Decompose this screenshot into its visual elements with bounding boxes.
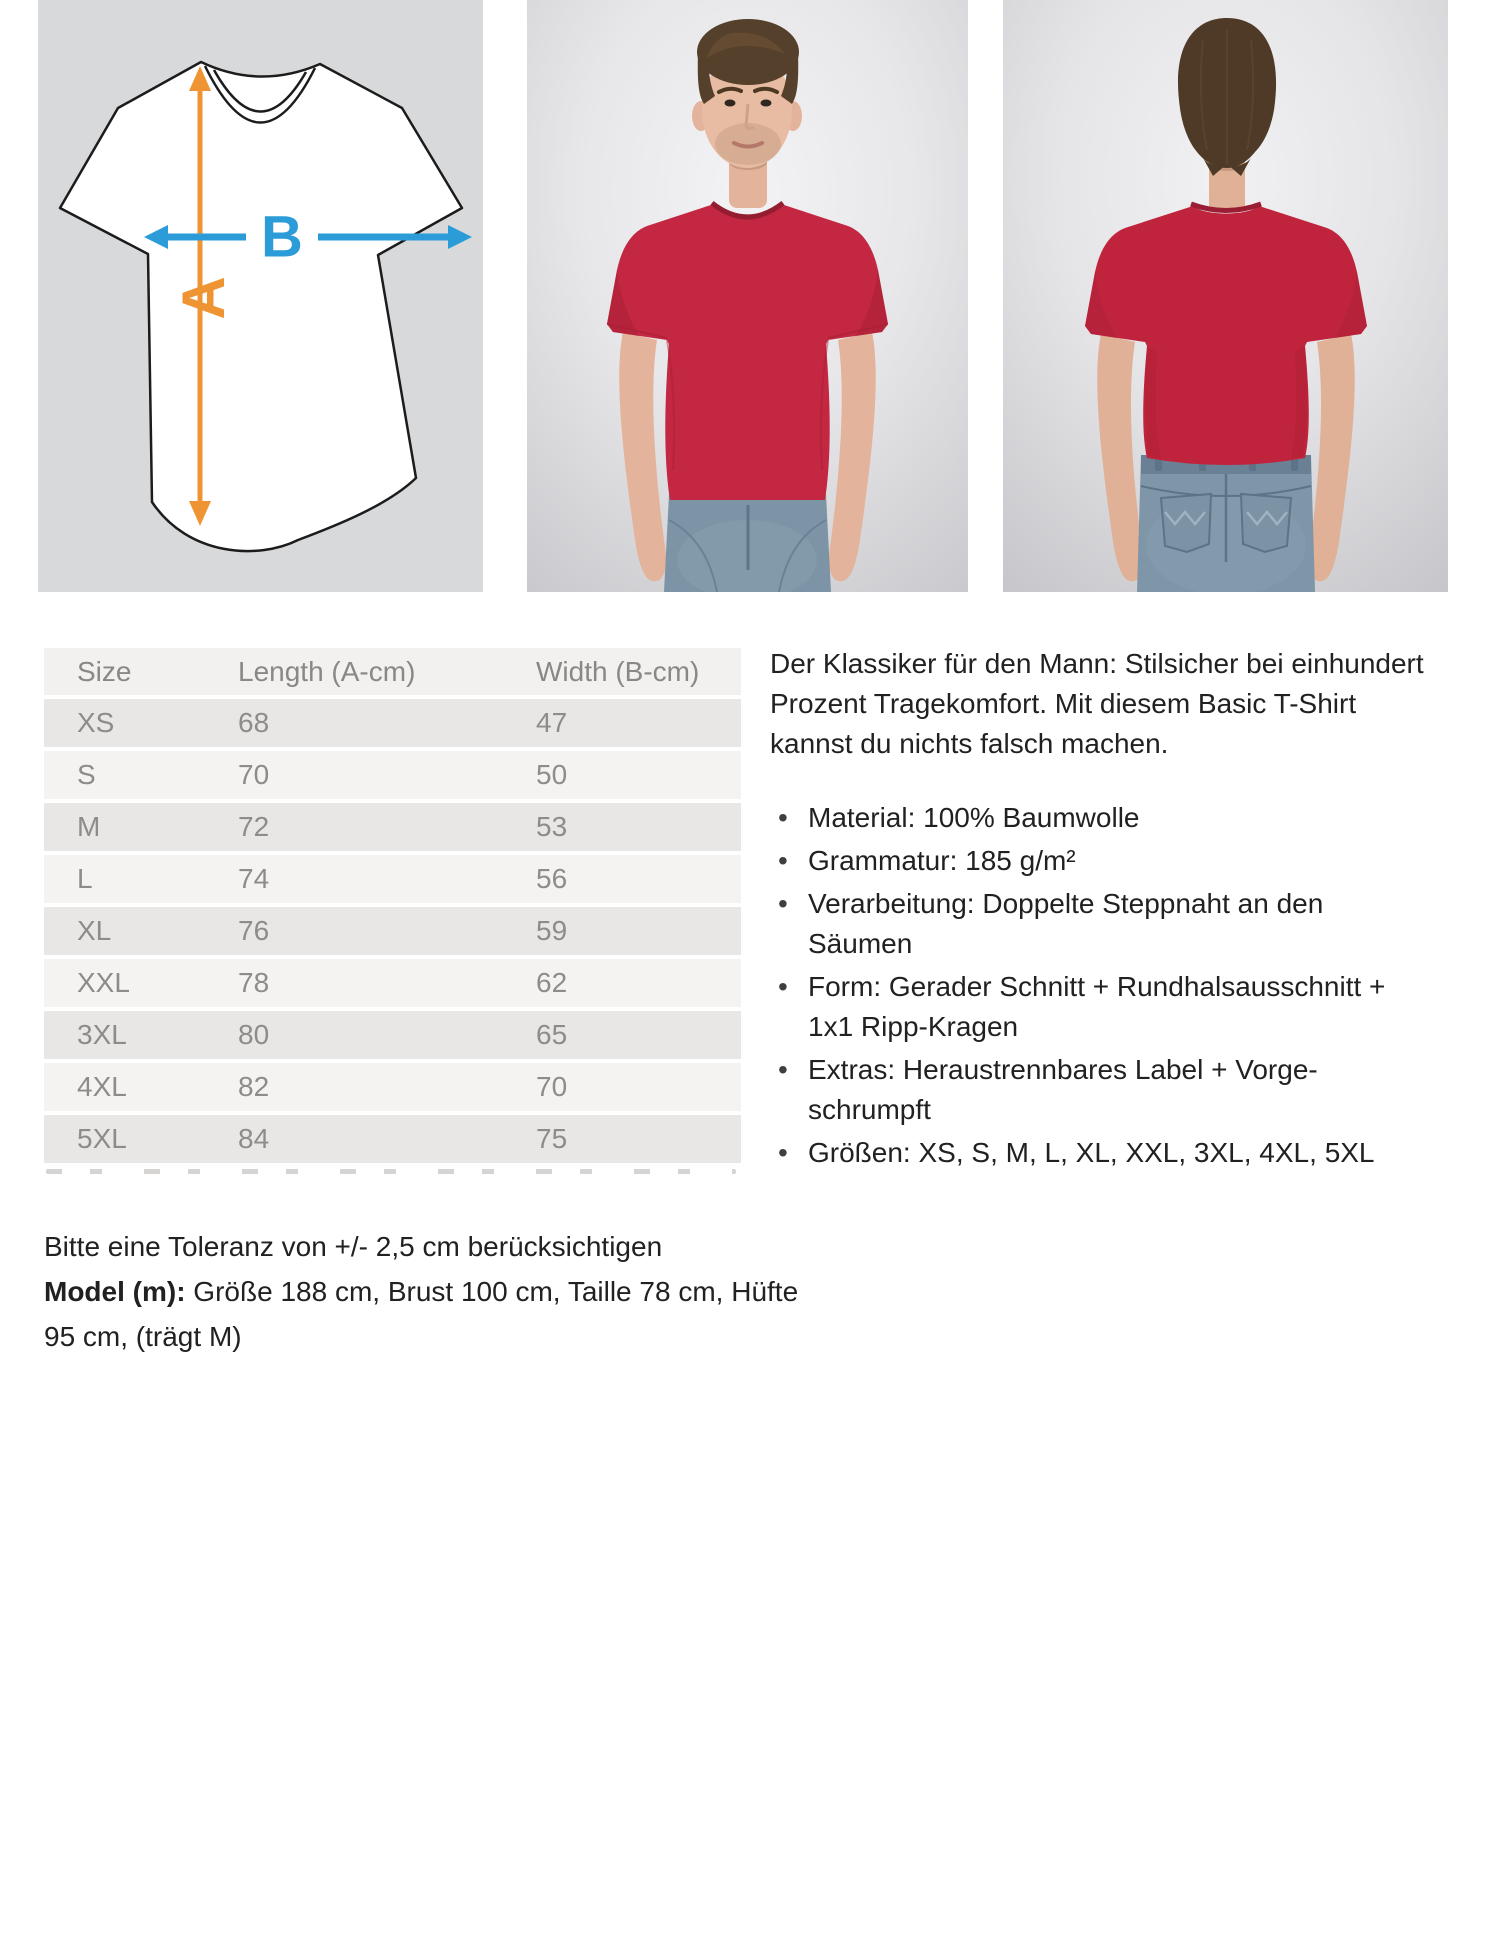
table-row: XL 76 59	[44, 907, 741, 955]
measurement-notes	[44, 1224, 799, 1359]
feature-item-extras: • Extras: Heraustrennbares Label + Vorgeschrumpft	[770, 1050, 1430, 1130]
model-front-illustration	[527, 0, 968, 592]
table-row: XS 68 47	[44, 699, 741, 747]
table-row: 4XL 82 70	[44, 1063, 741, 1111]
feature-item-material: • Material: 100% Baumwolle	[770, 798, 1430, 838]
model-front-photo[interactable]	[527, 0, 968, 592]
jeans-front	[664, 494, 831, 592]
truncated-row-fragment	[46, 1169, 736, 1174]
size-table-header	[44, 648, 741, 695]
column-header-size: Size	[77, 655, 132, 687]
column-header-width: Width (B-cm)	[536, 655, 700, 687]
jeans-back	[1137, 451, 1315, 592]
feature-item-groessen: • Größen: XS, S, M, L, XL, XXL, 3XL, 4XL, 5XL	[770, 1133, 1430, 1173]
column-header-length: Length (A-cm)	[238, 655, 416, 687]
model-note-text: Größe 188 cm, Brust 100 cm, Taille 78 cm, Hüfte 95 cm, (trägt M)	[44, 1276, 799, 1352]
product-description	[770, 644, 1430, 1176]
table-row: 3XL 80 65	[44, 1011, 741, 1059]
feature-item-verarbeitung: • Verarbeitung: Doppelte Steppnaht an den Säumen	[770, 884, 1430, 964]
feature-list	[770, 798, 1430, 1173]
table-row: S 70 50	[44, 751, 741, 799]
table-row: M 72 53	[44, 803, 741, 851]
feature-item-form: • Form: Gerader Schnitt + Rundhalsausschnitt + 1x1 Ripp-Kragen	[770, 967, 1430, 1047]
tolerance-note: Bitte eine Toleranz von +/- 2,5 cm berücksichtigen	[44, 1231, 663, 1262]
length-label: A	[170, 276, 237, 320]
description-intro: Der Klassiker für den Mann: Stilsicher bei einhundert Prozent Tragekomfort. Mit diesem Basic T-Shirt kannst du nichts falsch machen.	[770, 648, 1424, 759]
model-back-photo[interactable]	[1003, 0, 1448, 592]
width-label: B	[261, 204, 303, 270]
size-diagram-image[interactable]	[38, 0, 483, 592]
size-table	[44, 648, 741, 1163]
table-row: XXL 78 62	[44, 959, 741, 1007]
tshirt-measure-diagram-icon	[38, 0, 483, 592]
feature-item-grammatur: • Grammatur: 185 g/m²	[770, 841, 1430, 881]
model-note-label: Model (m):	[44, 1276, 186, 1307]
table-row: 5XL 84 75	[44, 1115, 741, 1163]
model-back-illustration	[1003, 0, 1448, 592]
table-row: L 74 56	[44, 855, 741, 903]
